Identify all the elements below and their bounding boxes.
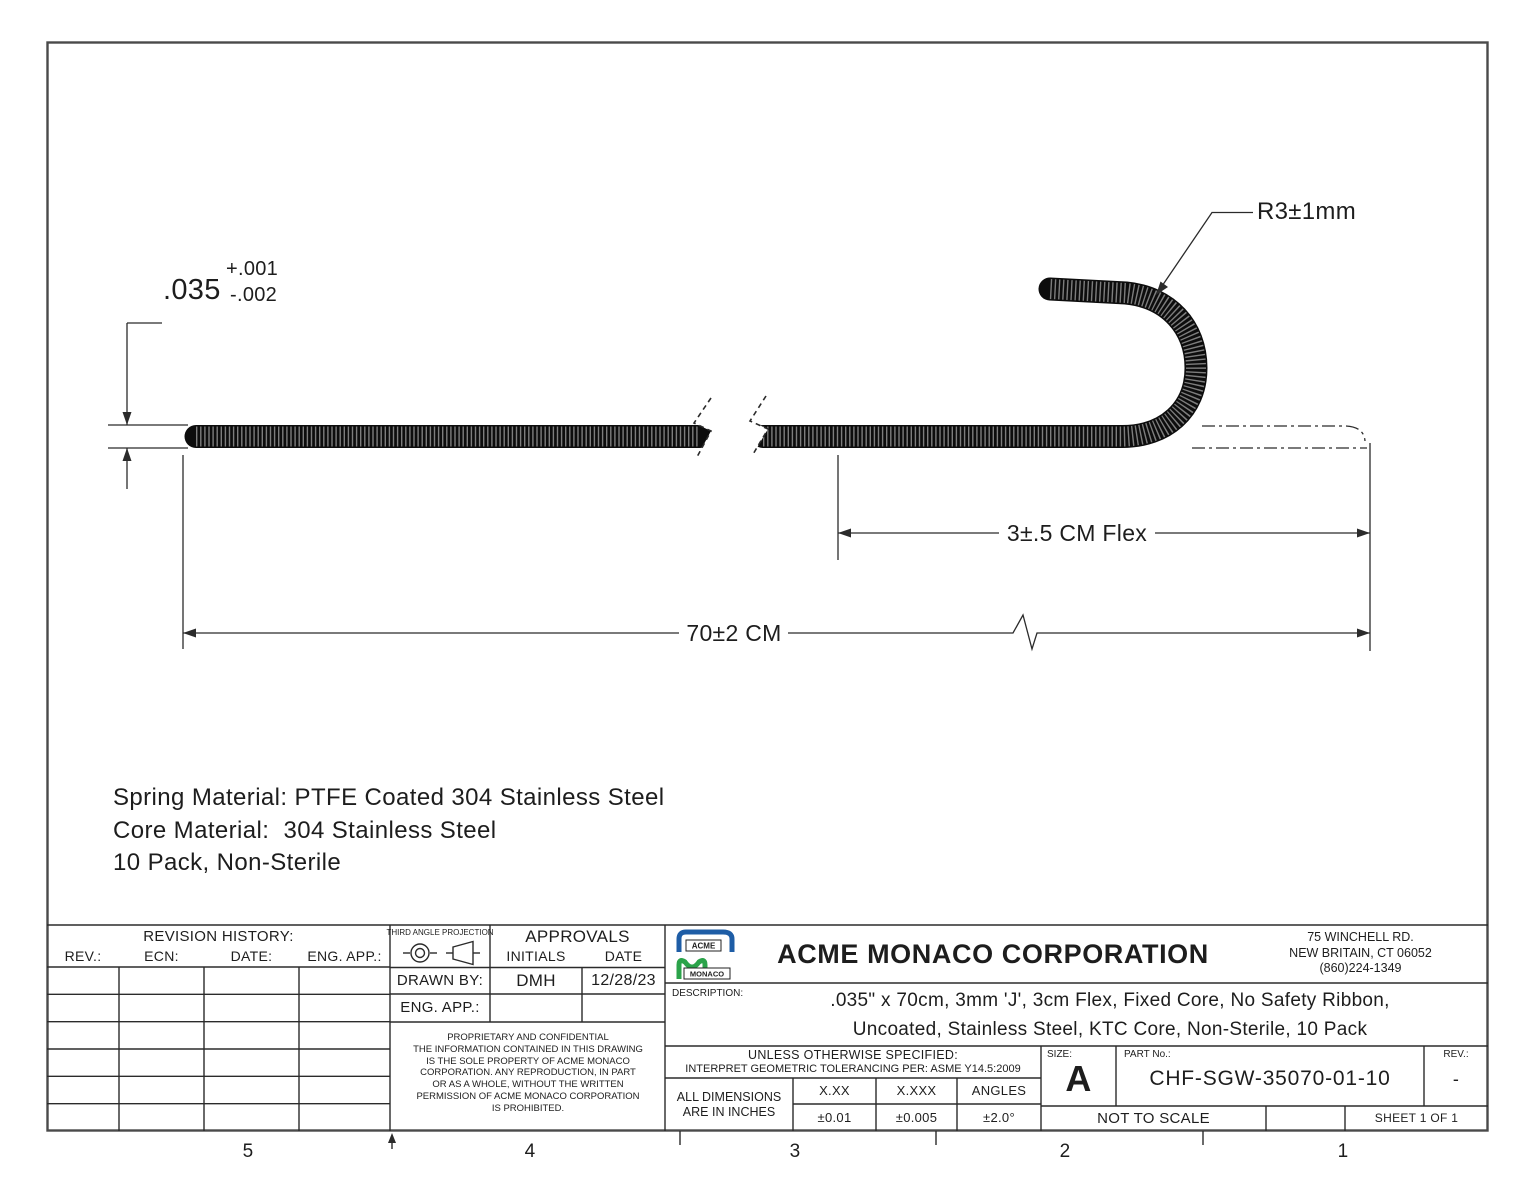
phantom-centerline bbox=[1192, 426, 1367, 448]
unless-otherwise-specified: UNLESS OTHERWISE SPECIFIED: bbox=[748, 1047, 958, 1062]
approvals-title: APPROVALS bbox=[525, 927, 630, 947]
company-address bbox=[1235, 930, 1486, 977]
proprietary-line: THE INFORMATION CONTAINED IN THIS DRAWING bbox=[413, 1043, 643, 1055]
zone-label-5: 5 bbox=[242, 1141, 254, 1163]
note-spring-material: Spring Material: PTFE Coated 304 Stainless Steel bbox=[113, 784, 665, 811]
approvals-date-header: DATE bbox=[604, 947, 643, 964]
description-line1: .035" x 70cm, 3mm 'J', 3cm Flex, Fixed Core, No Safety Ribbon, bbox=[830, 989, 1390, 1011]
zone-label-2: 2 bbox=[1059, 1141, 1071, 1163]
drawn-by-label: DRAWN BY: bbox=[396, 972, 484, 990]
tol-header-angles: ANGLES bbox=[971, 1083, 1027, 1099]
dim-flex-label: 3±.5 CM Flex bbox=[1006, 519, 1148, 546]
tol-value-xx: ±0.01 bbox=[817, 1109, 852, 1125]
eng-app-label: ENG. APP.: bbox=[400, 999, 480, 1017]
description-line2: Uncoated, Stainless Steel, KTC Core, Non-Sterile, 10 Pack bbox=[852, 1018, 1368, 1040]
note-core-material: Core Material: 304 Stainless Steel bbox=[113, 816, 497, 844]
size-value: A bbox=[1065, 1058, 1092, 1100]
dimension-diameter bbox=[108, 323, 188, 489]
proprietary-line: IS PROHIBITED. bbox=[491, 1102, 565, 1114]
tol-header-xx: X.XX bbox=[819, 1083, 850, 1099]
logo-monaco-text: MONACO bbox=[689, 969, 725, 979]
part-number-label: PART No.: bbox=[1124, 1049, 1171, 1061]
dim-diameter-lower-tolerance: -.002 bbox=[230, 283, 278, 306]
approvals-initials-header: INITIALS bbox=[506, 947, 566, 964]
all-dimensions-cell bbox=[667, 1078, 791, 1131]
sheet-note: SHEET 1 OF 1 bbox=[1374, 1111, 1459, 1126]
address-line: 75 WINCHELL RD. bbox=[1307, 930, 1414, 944]
drawn-by-date: 12/28/23 bbox=[591, 971, 656, 989]
part-number-value: CHF-SGW-35070-01-10 bbox=[1149, 1066, 1391, 1090]
dim-diameter-value: .035 bbox=[163, 273, 221, 306]
description-label: DESCRIPTION: bbox=[672, 988, 744, 1000]
company-name: ACME MONACO CORPORATION bbox=[777, 938, 1209, 969]
guidewire-right-segment-j-tip bbox=[763, 289, 1196, 437]
all-dimensions-line2: ARE IN INCHES bbox=[682, 1104, 776, 1119]
dim-radius-label: R3±1mm bbox=[1257, 198, 1356, 226]
rev-label: REV.: bbox=[1443, 1049, 1469, 1061]
revision-history-title: REVISION HISTORY: bbox=[143, 928, 294, 946]
proprietary-line: IS THE SOLE PROPERTY OF ACME MONACO bbox=[426, 1055, 630, 1067]
material-notes bbox=[113, 782, 793, 880]
address-line: (860)224-1349 bbox=[1319, 961, 1402, 975]
size-label: SIZE: bbox=[1047, 1049, 1073, 1061]
proprietary-line: CORPORATION. ANY REPRODUCTION, IN PART bbox=[420, 1067, 636, 1079]
logo-acme-text: ACME bbox=[691, 941, 716, 951]
proprietary-line: OR AS A WHOLE, WITHOUT THE WRITTEN bbox=[432, 1079, 624, 1091]
dim-length-label: 70±2 CM bbox=[686, 619, 782, 646]
zone-label-4: 4 bbox=[524, 1141, 536, 1163]
proprietary-line: PROPRIETARY AND CONFIDENTIAL bbox=[447, 1032, 609, 1043]
revision-col-rev: REV.: bbox=[64, 947, 102, 964]
third-angle-projection-label: THIRD ANGLE PROJECTION bbox=[386, 927, 494, 937]
zone-label-3: 3 bbox=[789, 1141, 801, 1163]
tol-value-angles: ±2.0° bbox=[983, 1109, 1015, 1125]
all-dimensions-line1: ALL DIMENSIONS bbox=[676, 1089, 782, 1104]
proprietary-notice bbox=[396, 1032, 660, 1115]
revision-col-date: DATE: bbox=[230, 947, 273, 964]
revision-col-ecn: ECN: bbox=[144, 947, 179, 964]
leader-radius bbox=[1156, 213, 1253, 296]
scale-note: NOT TO SCALE bbox=[1097, 1109, 1210, 1127]
zone-label-1: 1 bbox=[1337, 1141, 1349, 1163]
note-pack: 10 Pack, Non-Sterile bbox=[113, 849, 342, 876]
interpret-tolerancing: INTERPRET GEOMETRIC TOLERANCING PER: ASME Y14.5:2009 bbox=[685, 1063, 1021, 1076]
proprietary-line: PERMISSION OF ACME MONACO CORPORATION bbox=[416, 1090, 640, 1102]
rev-value: - bbox=[1452, 1068, 1460, 1089]
third-angle-projection-icon bbox=[403, 942, 480, 965]
tol-header-xxx: X.XXX bbox=[896, 1083, 937, 1099]
address-line: NEW BRITAIN, CT 06052 bbox=[1289, 945, 1432, 960]
break-symbol bbox=[694, 396, 768, 457]
dim-diameter-upper-tolerance: +.001 bbox=[226, 257, 279, 280]
acme-monaco-logo bbox=[672, 927, 746, 981]
revision-col-eng-app: ENG. APP.: bbox=[307, 947, 382, 964]
drawn-by-initials: DMH bbox=[516, 971, 556, 991]
tol-value-xxx: ±0.005 bbox=[895, 1109, 938, 1125]
